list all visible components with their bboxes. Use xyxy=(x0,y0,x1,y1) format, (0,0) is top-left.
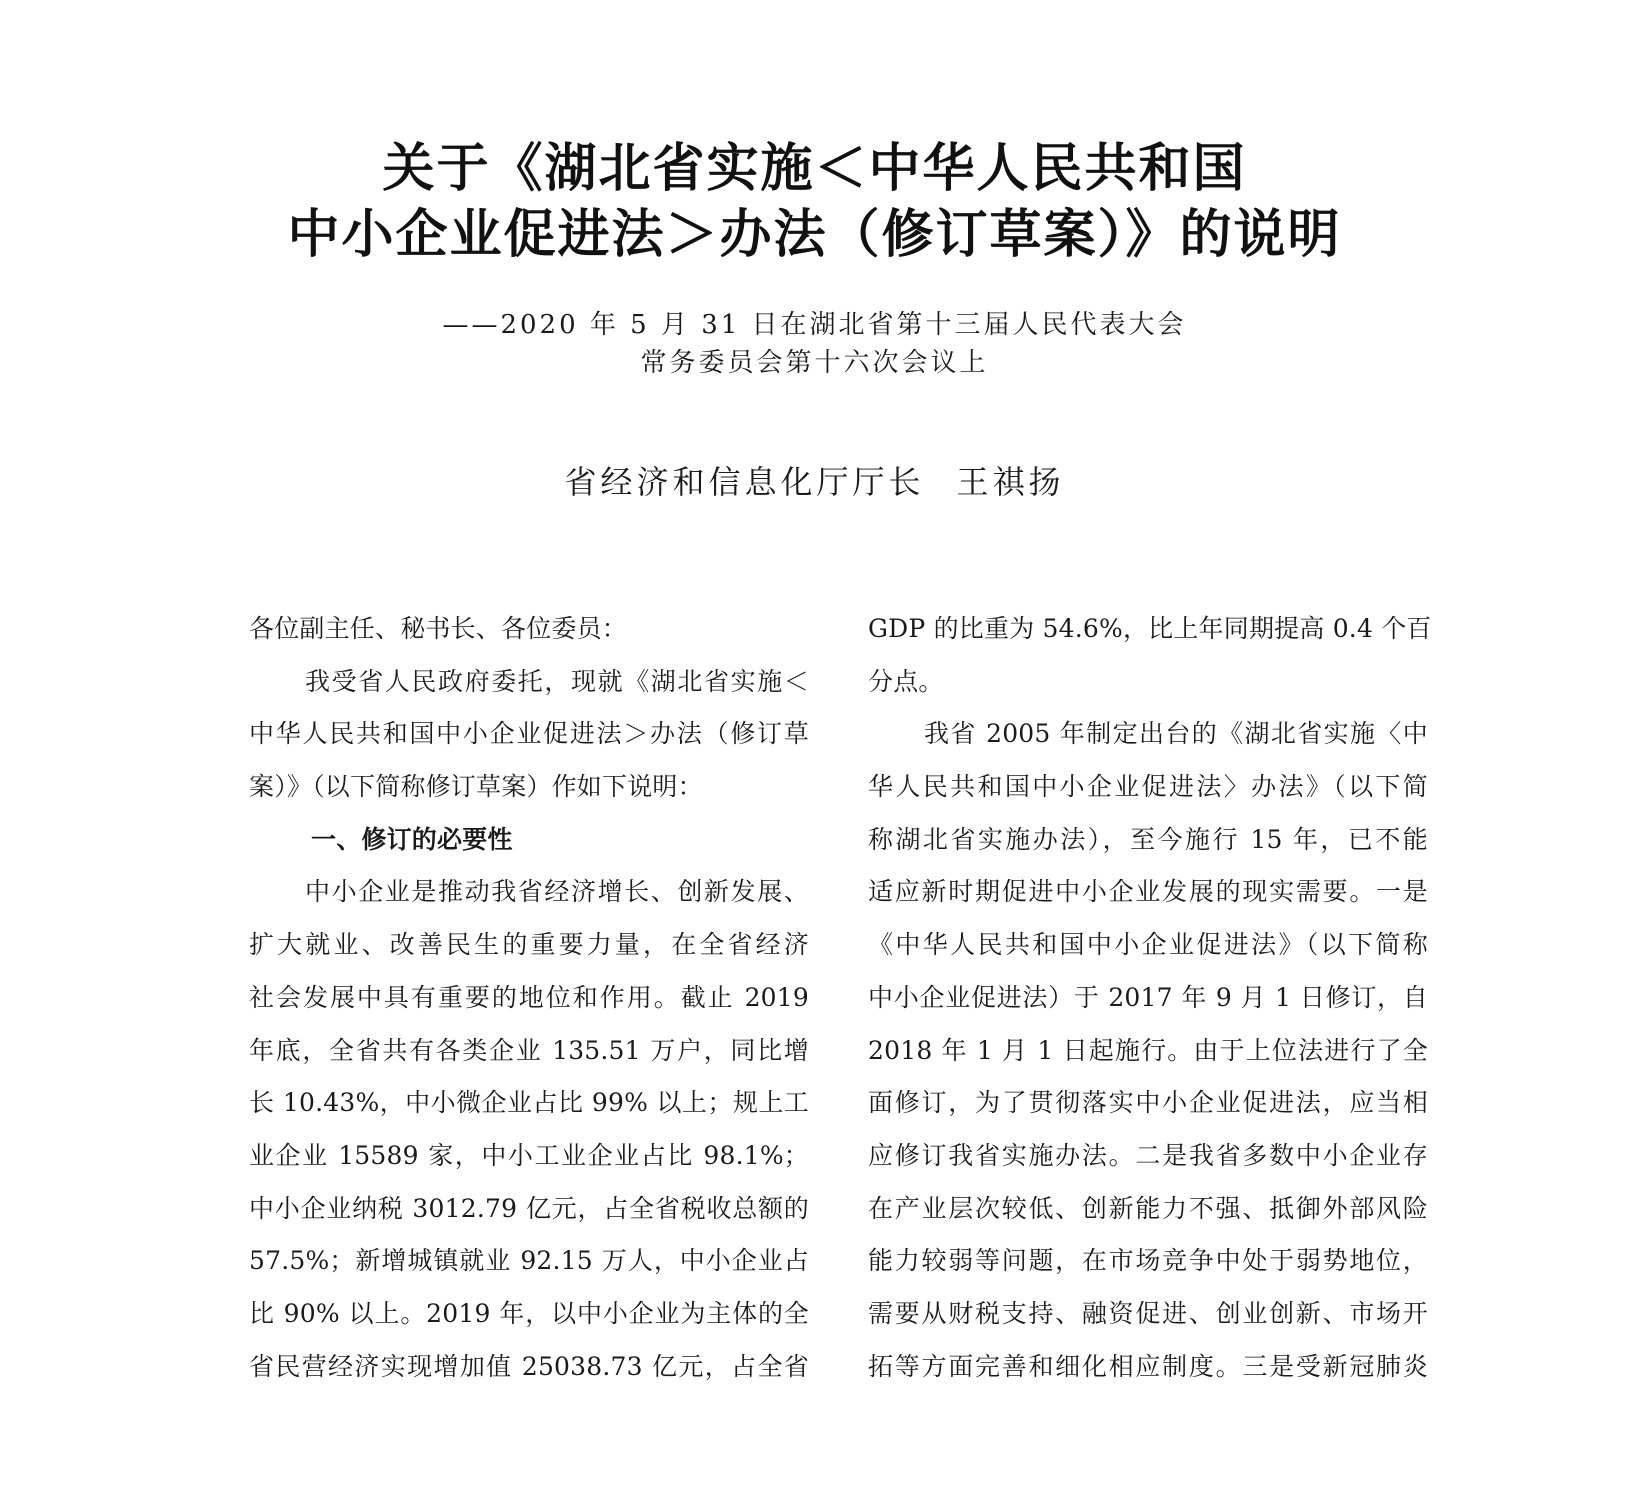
salutation-line: 各位副主任、秘书长、各位委员： xyxy=(249,614,628,643)
body-text-line: 适应新时期促进中小企业发展的现实需要。一是 xyxy=(868,877,1428,907)
document-subtitle xyxy=(0,306,1629,382)
body-text-line: 长 10.43%，中小微企业占比 99% 以上；规上工 xyxy=(249,1088,809,1118)
title-line-2: 中小企业促进法＞办法（修订草案）》的说明 xyxy=(287,205,1342,265)
body-text-line: 年底，全省共有各类企业 135.51 万户，同比增 xyxy=(249,1035,809,1065)
body-text-line: 称湖北省实施办法），至今施行 15 年，已不能 xyxy=(868,824,1428,854)
left-column xyxy=(249,603,809,1393)
body-text-line: 案）》（以下简称修订草案）作如下说明： xyxy=(249,772,703,802)
body-text-line: 分点。 xyxy=(868,666,944,696)
body-text-line: 比 90% 以上。2019 年，以中小企业为主体的全 xyxy=(249,1298,809,1328)
body-text-line: 业企业 15589 家，中小工业企业占比 98.1%； xyxy=(249,1140,809,1170)
body-text-line: GDP 的比重为 54.6%，比上年同期提高 0.4 个百 xyxy=(868,614,1432,643)
body-text-line: 拓等方面完善和细化相应制度。三是受新冠肺炎 xyxy=(868,1351,1428,1381)
body-text-line: 中小企业纳税 3012.79 亿元，占全省税收总额的 xyxy=(249,1193,809,1223)
subtitle-line-2: 常务委员会第十六次会议上 xyxy=(640,348,989,378)
body-text-line: 在产业层次较低、创新能力不强、抵御外部风险 xyxy=(868,1193,1428,1223)
body-text-line: 面修订，为了贯彻落实中小企业促进法，应当相 xyxy=(868,1088,1428,1118)
body-text-line: 我受省人民政府委托，现就《湖北省实施＜ xyxy=(305,666,809,696)
body-text-line: 《中华人民共和国中小企业促进法》（以下简称 xyxy=(868,930,1428,960)
document-title xyxy=(0,136,1629,268)
author-name: 王祺扬 xyxy=(956,463,1065,501)
body-text-line: 扩大就业、改善民生的重要力量，在全省经济 xyxy=(249,930,809,960)
body-text-line: 社会发展中具有重要的地位和作用。截止 2019 xyxy=(249,982,809,1012)
body-text-line: 需要从财税支持、融资促进、创业创新、市场开 xyxy=(868,1298,1428,1328)
body-text-line: 省民营经济实现增加值 25038.73 亿元，占全省 xyxy=(249,1351,809,1381)
body-text-line: 中小企业是推动我省经济增长、创新发展、 xyxy=(305,877,809,907)
body-text-line: 华人民共和国中小企业促进法〉办法》（以下简 xyxy=(868,772,1428,802)
subtitle-line-1: ——2020 年 5 月 31 日在湖北省第十三届人民代表大会 xyxy=(442,310,1187,340)
body-text-line: 中华人民共和国中小企业促进法＞办法（修订草 xyxy=(249,719,809,749)
body-text-line: 57.5%；新增城镇就业 92.15 万人，中小企业占 xyxy=(249,1246,809,1276)
body-text-line: 应修订我省实施办法。二是我省多数中小企业存 xyxy=(868,1140,1428,1170)
body-text-line: 中小企业促进法）于 2017 年 9 月 1 日修订，自 xyxy=(868,982,1428,1012)
title-line-1: 关于《湖北省实施＜中华人民共和国 xyxy=(382,139,1247,199)
body-text-line: 2018 年 1 月 1 日起施行。由于上位法进行了全 xyxy=(868,1035,1428,1065)
body-text-line: 能力较弱等问题，在市场竞争中处于弱势地位， xyxy=(868,1246,1428,1276)
body-text-line: 我省 2005 年制定出台的《湖北省实施〈中 xyxy=(924,719,1428,749)
author-position: 省经济和信息化厅厅长 xyxy=(564,463,925,501)
author-byline xyxy=(0,460,1629,504)
section-heading: 一、修订的必要性 xyxy=(311,824,513,854)
right-column xyxy=(868,603,1432,1393)
